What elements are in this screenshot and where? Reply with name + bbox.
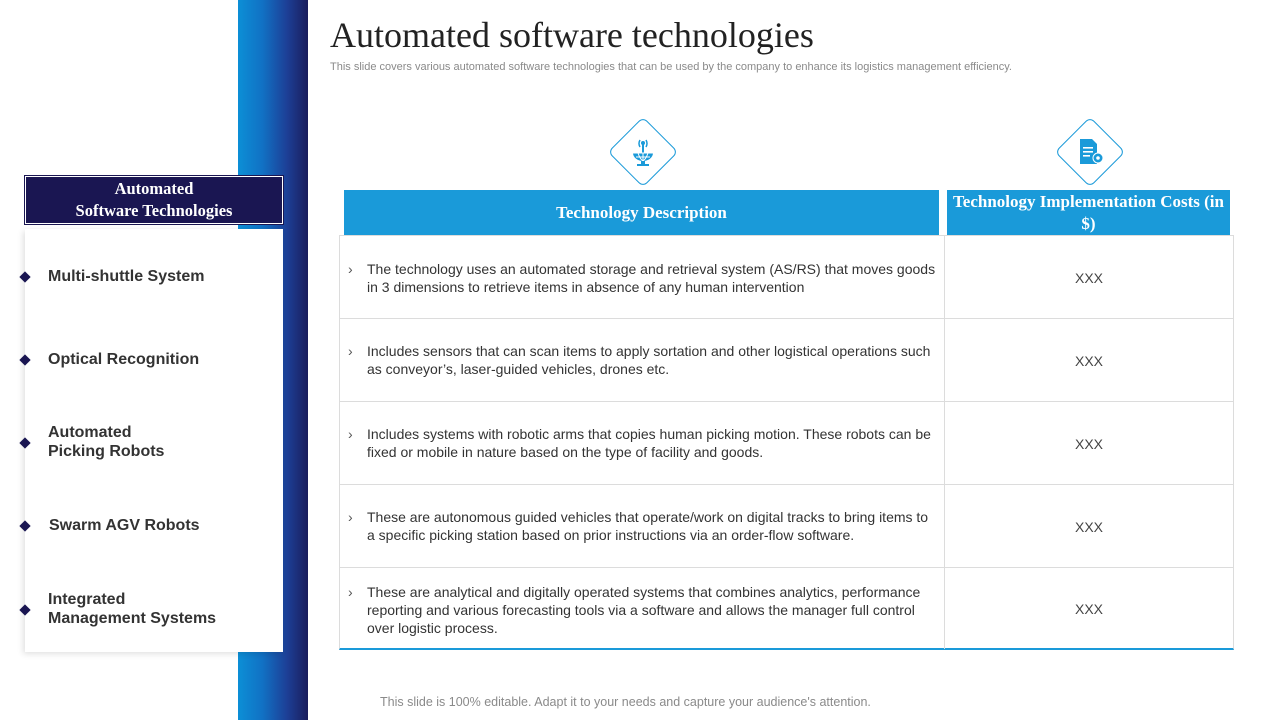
list-item-label: Integrated Management Systems xyxy=(48,591,217,627)
chevron-right-icon: › xyxy=(348,584,353,600)
chevron-right-icon: › xyxy=(348,509,353,525)
row-cost: XXX xyxy=(1074,353,1103,369)
implementation-cost-icon-frame xyxy=(1055,117,1126,188)
table-row xyxy=(340,402,1233,485)
diamond-bullet-icon xyxy=(19,271,30,282)
chevron-right-icon: › xyxy=(348,261,353,277)
footer-note: This slide is 100% editable. Adapt it to your needs and capture your audience's attention. xyxy=(380,695,871,709)
list-item-label: Optical Recognition xyxy=(48,351,200,368)
row-cost: XXX xyxy=(1074,436,1103,452)
row-description: Includes sensors that can scan items to apply sortation and other logistical operations such as conveyor’s, laser-guided vehicles, drones etc. xyxy=(367,343,931,377)
diamond-bullet-icon xyxy=(19,437,30,448)
row-cost: XXX xyxy=(1074,601,1103,617)
antenna-globe-icon xyxy=(628,137,658,167)
list-item-label: Automated Picking Robots xyxy=(48,424,165,460)
column-header-description: Technology Description xyxy=(344,190,939,235)
document-gear-icon xyxy=(1075,137,1105,167)
chevron-right-icon: › xyxy=(348,426,353,442)
row-cost: XXX xyxy=(1074,519,1103,535)
row-description: These are autonomous guided vehicles that operate/work on digital tracks to bring items to a specific picking station based on prior instructions via an order-flow software. xyxy=(367,509,929,543)
page-subtitle: This slide covers various automated software technologies that can be used by the company to enhance its logistics management efficiency. xyxy=(330,61,1012,73)
list-item-label: Swarm AGV Robots xyxy=(49,517,200,534)
table-row xyxy=(340,236,1233,319)
column-header-costs: Technology Implementation Costs (in $) xyxy=(947,190,1230,235)
chevron-right-icon: › xyxy=(348,343,353,359)
table-row xyxy=(340,568,1233,649)
row-description: The technology uses an automated storage and retrieval system (AS/RS) that moves goods in 3 dimensions to retrieve items in absence of any human intervention xyxy=(367,261,936,295)
technology-description-icon-frame xyxy=(608,117,679,188)
diamond-bullet-icon xyxy=(19,604,30,615)
diamond-bullet-icon xyxy=(19,520,30,531)
left-panel-header: Automated Software Technologies xyxy=(25,176,283,224)
list-item-label: Multi-shuttle System xyxy=(48,268,205,285)
table-row xyxy=(340,319,1233,402)
technology-table xyxy=(339,235,1234,650)
row-description: Includes systems with robotic arms that copies human picking motion. These robots can be fixed or mobile in nature based on the type of facility and goods. xyxy=(367,426,931,460)
row-cost: XXX xyxy=(1074,270,1103,286)
table-row xyxy=(340,485,1233,568)
row-description: These are analytical and digitally operated systems that combines analytics, performance reporting and various forecasting tools via a software and allows the manager full control over logistic process. xyxy=(367,584,921,636)
left-panel-list xyxy=(25,229,283,652)
page-title: Automated software technologies xyxy=(330,15,814,55)
diamond-bullet-icon xyxy=(19,354,30,365)
